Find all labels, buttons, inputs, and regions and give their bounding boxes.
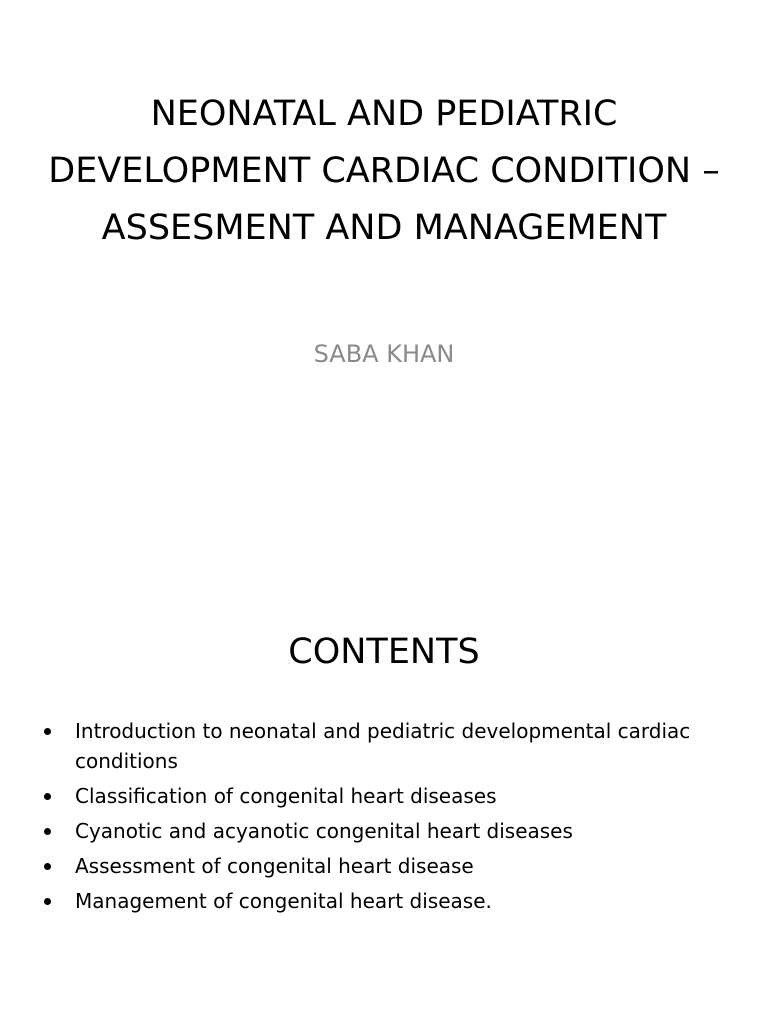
bullet-icon <box>44 898 51 905</box>
list-item <box>40 781 728 811</box>
author-subtitle: SABA KHAN <box>313 340 455 368</box>
bullet-icon <box>44 728 51 735</box>
bullet-icon <box>44 863 51 870</box>
list-item-text: Classification of congenital heart diseases <box>75 784 497 808</box>
presentation-title: NEONATAL AND PEDIATRIC DEVELOPMENT CARDIAC CONDITION –ASSESMENT AND MANAGEMENT <box>48 94 720 248</box>
list-item-text: Management of congenital heart disease. <box>75 889 492 913</box>
list-item <box>40 716 728 776</box>
list-item <box>40 886 728 916</box>
contents-heading: CONTENTS <box>288 632 480 672</box>
bullet-icon <box>44 793 51 800</box>
list-item-text: Cyanotic and acyanotic congenital heart diseases <box>75 819 573 843</box>
list-item <box>40 816 728 846</box>
contents-list <box>40 716 728 921</box>
list-item <box>40 851 728 881</box>
list-item-text: Assessment of congenital heart disease <box>75 854 474 878</box>
list-item-text: Introduction to neonatal and pediatric developmental cardiac conditions <box>75 719 691 773</box>
bullet-icon <box>44 828 51 835</box>
contents-slide <box>0 576 768 1024</box>
